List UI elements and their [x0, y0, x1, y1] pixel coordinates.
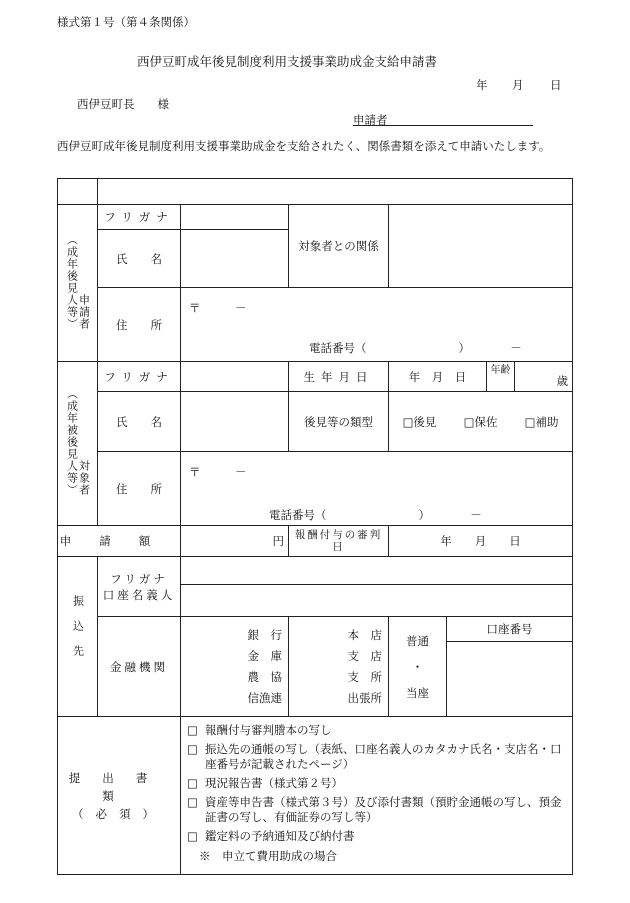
applicant-address-label: 住 所: [98, 288, 181, 362]
subject-name-field[interactable]: [181, 392, 289, 452]
checkbox-icon: □: [187, 742, 198, 756]
document-item[interactable]: □ 現況報告書（様式第２号）: [187, 776, 343, 790]
subject-furigana-label: フリガナ: [98, 362, 181, 392]
application-form-table: [57, 178, 573, 875]
bank-type-options: [181, 617, 289, 717]
type-option-kouken[interactable]: □後見: [402, 414, 437, 429]
age-unit: 歳: [556, 374, 569, 388]
checkbox-icon: □: [187, 795, 198, 809]
relation-label: 対象者との関係: [289, 205, 389, 288]
type-option-hosa[interactable]: □保佐: [463, 414, 498, 429]
applicant-address-field[interactable]: [181, 288, 573, 362]
bank-type-nokyo[interactable]: 農 協: [247, 669, 282, 684]
applicant-furigana-label: フリガナ: [98, 205, 181, 230]
relation-field[interactable]: [389, 205, 573, 288]
account-type-options: [389, 617, 447, 717]
applicant-name-field[interactable]: [181, 230, 289, 288]
birth-field[interactable]: 年 月 日: [389, 362, 487, 392]
applicant-furigana-field[interactable]: [181, 205, 289, 230]
checkbox-icon: □: [187, 723, 198, 737]
account-type-futsu[interactable]: 普通: [406, 633, 429, 648]
amount-unit: 円: [272, 534, 284, 548]
subject-section: （成年被後見人等）対象者: [58, 362, 98, 526]
subject-postal: 〒 －: [189, 465, 247, 479]
date-day: 日: [550, 78, 562, 92]
form-number: 様式第１号（第４条関係）: [57, 15, 195, 29]
amount-field[interactable]: [181, 526, 289, 557]
subject-name-label: 氏 名: [98, 392, 181, 452]
bank-type-bank[interactable]: 銀 行: [247, 627, 282, 642]
account-number-label: 口座番号: [447, 617, 572, 642]
checkbox-icon: □: [187, 829, 198, 843]
document-item[interactable]: □ 振込先の通帳の写し（表紙、口座名義人のカタカナ氏名・支店名・口座番号が記載されたページ）: [187, 742, 562, 771]
signature-line[interactable]: [353, 125, 533, 126]
branch-type-shiten[interactable]: 支 店: [347, 648, 382, 663]
document-item[interactable]: □ 報酬付与審判謄本の写し: [187, 723, 332, 737]
age-field[interactable]: [487, 362, 573, 392]
amount-label: 申請額: [58, 526, 181, 557]
document-item[interactable]: □ 資産等申告書（様式第３号）及び添付書類（預貯金通帳の写し、預金証書の写し、有価証券の写し等）: [187, 795, 562, 824]
decision-date-field[interactable]: 年 月 日: [389, 526, 573, 557]
account-number-cell[interactable]: [447, 617, 573, 717]
branch-type-honten[interactable]: 本 店: [347, 627, 382, 642]
blank-header-field[interactable]: [98, 179, 573, 205]
applicant-section: （成年後見人等）申請者: [58, 205, 98, 362]
documents-required: （必須）: [72, 806, 166, 821]
account-holder-name-field[interactable]: [181, 585, 573, 617]
account-holder-label: フリガナ 口座名義人: [98, 557, 181, 617]
applicant-name-label: 氏 名: [98, 230, 181, 288]
blank-header-cell: [58, 179, 98, 205]
age-label: 年齢: [487, 362, 515, 391]
date-year: 年: [476, 78, 488, 92]
form-title: 西伊豆町成年後見制度利用支援事業助成金支給申請書: [137, 54, 438, 69]
guardianship-type-label: 後見等の類型: [289, 392, 389, 452]
account-holder-furigana-field[interactable]: [181, 557, 573, 585]
documents-list: [181, 717, 573, 875]
applicant-postal: 〒 －: [189, 301, 247, 315]
documents-label-cell: [58, 717, 181, 875]
bank-type-shingyoren[interactable]: 信漁連: [247, 690, 282, 705]
documents-label: 提出書類: [68, 770, 170, 803]
guardianship-type-options: [389, 392, 573, 452]
birth-label: 生年月日: [289, 362, 389, 392]
checkbox-icon: □: [187, 776, 198, 790]
institution-label: 金融機関: [98, 617, 181, 717]
branch-type-shisho[interactable]: 支 所: [347, 669, 382, 684]
account-type-toza[interactable]: 当座: [406, 685, 429, 700]
account-type-dot: ・: [411, 659, 424, 674]
intro-text: 西伊豆町成年後見制度利用支援事業助成金を支給されたく、関係書類を添えて申請いたします。: [57, 139, 551, 153]
subject-furigana-field[interactable]: [181, 362, 289, 392]
decision-date-label: 報酬付与の審判日: [289, 526, 389, 557]
document-item[interactable]: □ 鑑定料の予納通知及び納付書: [187, 829, 355, 843]
bank-type-kinko[interactable]: 金 庫: [247, 648, 282, 663]
branch-type-options: [289, 617, 389, 717]
applicant-signature-label: 申請者: [353, 113, 388, 127]
addressee: 西伊豆町長 様: [77, 97, 169, 111]
transfer-section-label: 振込先: [58, 557, 98, 717]
applicant-phone: 電話番号（ ） －: [309, 341, 522, 355]
branch-type-shucchojo[interactable]: 出張所: [347, 690, 382, 705]
subject-phone: 電話番号（ ） －: [269, 508, 482, 522]
subject-address-field[interactable]: [181, 452, 573, 526]
subject-address-label: 住 所: [98, 452, 181, 526]
type-option-hojo[interactable]: □補助: [524, 414, 559, 429]
documents-note: ※ 申立て費用助成の場合: [199, 849, 337, 863]
date-month: 月: [512, 78, 524, 92]
